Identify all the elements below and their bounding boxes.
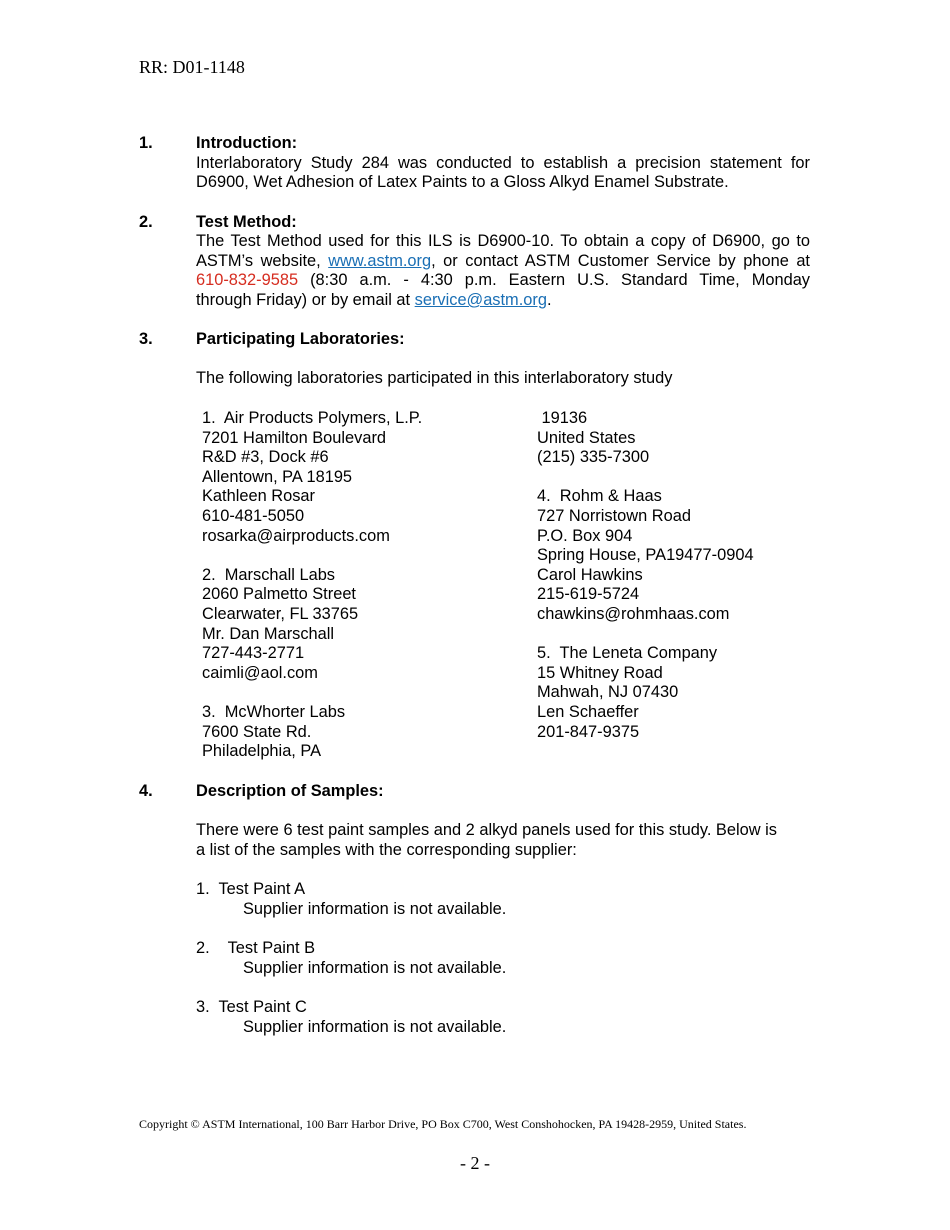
method-line-3 — [196, 271, 810, 291]
method-line-2-start: ASTM’s website, — [196, 252, 329, 270]
intro-line-1: Interlaboratory Study 284 was conducted to establish a precision statement for — [196, 154, 810, 172]
samples-intro-line-1: There were 6 test paint samples and 2 alkyd panels used for this study. Below is — [196, 821, 777, 839]
service-email-link[interactable]: service@astm.org — [414, 291, 547, 309]
lab-address-line: 1. Air Products Polymers, L.P. — [202, 409, 423, 427]
lab-address-line: Allentown, PA 18195 — [202, 467, 353, 486]
section-title-intro: Introduction: — [196, 134, 298, 152]
section-number-method: 2. — [139, 213, 153, 231]
lab-address-line: 3. McWhorter Labs — [202, 703, 346, 721]
section-title-samples: Description of Samples: — [196, 782, 384, 800]
sample-supplier: Supplier information is not available. — [243, 900, 507, 918]
sample-supplier: Supplier information is not available. — [243, 959, 507, 977]
lab-address-line: 2. Marschall Labs — [202, 565, 336, 584]
method-line-4-end: . — [546, 291, 552, 309]
lab-address-line: Mr. Dan Marschall — [202, 624, 335, 643]
lab-address-line: Spring House, PA19477-0904 — [537, 546, 754, 565]
lab-address-line: 727-443-2771 — [202, 644, 305, 663]
sample-label: 3. Test Paint C — [196, 998, 307, 1016]
lab-address-line: (215) 335-7300 — [537, 448, 650, 467]
lab-address-line: Mahwah, NJ 07430 — [537, 683, 679, 702]
lab-address-line: 19136 — [537, 409, 588, 427]
lab-address-line: 4. Rohm & Haas — [537, 487, 662, 506]
section-title-method: Test Method: — [196, 213, 297, 231]
sample-label: 1. Test Paint A — [196, 880, 306, 898]
section-number-samples: 4. — [139, 782, 153, 800]
method-line-4 — [196, 291, 810, 311]
lab-address-line: caimli@aol.com — [202, 663, 318, 682]
lab-address-line: rosarka@airproducts.com — [202, 526, 390, 545]
lab-address-line: 7600 State Rd. — [202, 722, 312, 741]
customer-service-phone: 610-832-9585 — [196, 271, 299, 289]
lab-address-line: R&D #3, Dock #6 — [202, 448, 329, 467]
lab-address-line: 2060 Palmetto Street — [202, 585, 356, 604]
lab-address-line: Clearwater, FL 33765 — [202, 605, 359, 623]
section-number-labs: 3. — [139, 330, 153, 348]
lab-address-line: chawkins@rohmhaas.com — [537, 605, 730, 623]
lab-address-line: Carol Hawkins — [537, 565, 643, 584]
sample-supplier: Supplier information is not available. — [243, 1018, 507, 1036]
report-id: RR: D01-1148 — [139, 57, 245, 77]
lab-address-line: United States — [537, 428, 636, 447]
lab-address-line: Len Schaeffer — [537, 703, 639, 721]
method-line-2 — [196, 252, 810, 272]
section-number-intro: 1. — [139, 134, 153, 152]
section-title-labs: Participating Laboratories: — [196, 330, 405, 348]
method-line-1: The Test Method used for this ILS is D6900-10. To obtain a copy of D6900, go to — [196, 232, 810, 250]
intro-line-2: D6900, Wet Adhesion of Latex Paints to a Gloss Alkyd Enamel Substrate. — [196, 173, 729, 191]
page-number: - 2 - — [460, 1153, 490, 1173]
lab-address-line: 727 Norristown Road — [537, 507, 691, 525]
samples-intro-line-2: a list of the samples with the corresponding supplier: — [196, 841, 577, 859]
lab-address-line: 15 Whitney Road — [537, 663, 663, 682]
lab-address-line: 7201 Hamilton Boulevard — [202, 428, 387, 447]
method-line-3-end: (8:30 a.m. - 4:30 p.m. Eastern U.S. Standard Time, Monday — [298, 271, 810, 289]
sample-label: 2. Test Paint B — [196, 939, 316, 957]
method-line-2-end: , or contact ASTM Customer Service by phone at — [431, 252, 810, 270]
lab-address-line: 201-847-9375 — [537, 722, 640, 741]
lab-address-line: 215-619-5724 — [537, 585, 640, 604]
astm-website-link[interactable]: www.astm.org — [328, 252, 432, 270]
lab-address-line: Kathleen Rosar — [202, 487, 315, 506]
method-line-4-start: through Friday) or by email at — [196, 291, 415, 309]
lab-address-line: Philadelphia, PA — [202, 742, 322, 761]
copyright-footer: Copyright © ASTM International, 100 Barr Harbor Drive, PO Box C700, West Conshohocken, PA 19428-2959, United States. — [139, 1117, 747, 1131]
lab-address-line: 610-481-5050 — [202, 507, 305, 525]
lab-address-line: 5. The Leneta Company — [537, 644, 718, 663]
labs-intro: The following laboratories participated in this interlaboratory study — [196, 369, 673, 387]
lab-address-line: P.O. Box 904 — [537, 526, 633, 545]
